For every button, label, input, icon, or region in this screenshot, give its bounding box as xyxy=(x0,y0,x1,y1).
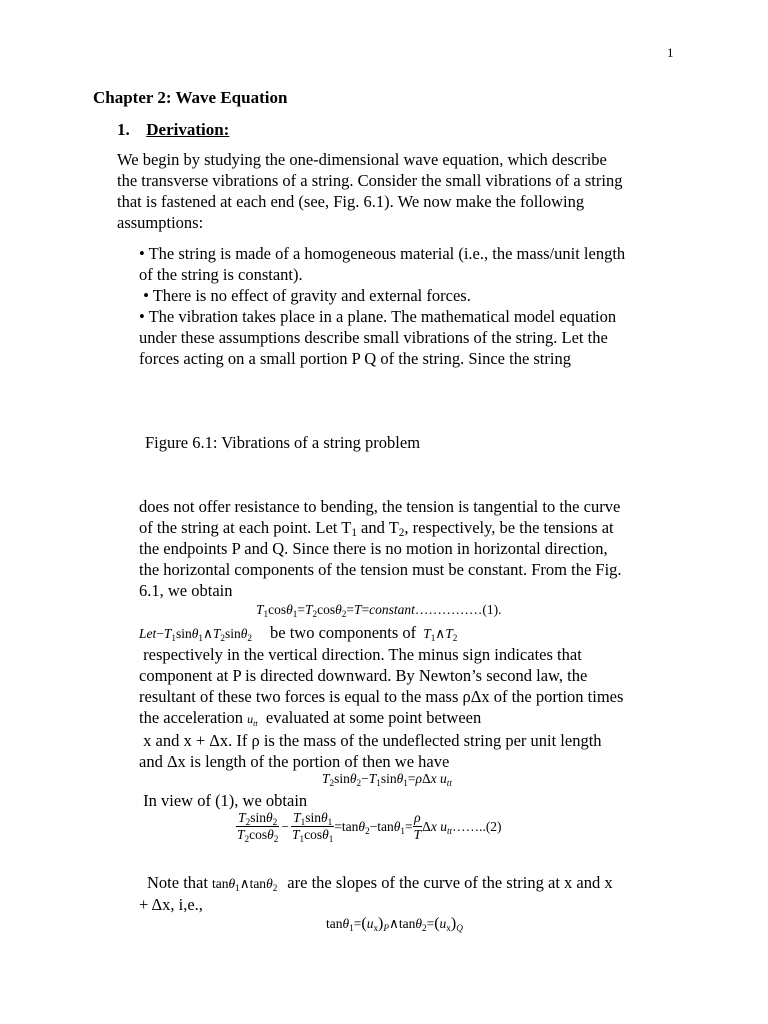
text-line: component at P is directed downward. By Newton’s second law, the xyxy=(139,666,588,685)
chapter-title: Chapter 2: Wave Equation xyxy=(93,88,288,107)
list-item: • The string is made of a homogeneous material (i.e., the mass/unit length xyxy=(139,244,626,263)
paragraph-3 xyxy=(139,644,623,772)
text-line: 6.1, we obtain xyxy=(139,581,233,600)
figure-caption: Figure 6.1: Vibrations of a string problem xyxy=(145,433,421,452)
section-heading xyxy=(117,119,229,140)
text-line: resultant of these two forces is equal to the mass ρΔx of the portion times xyxy=(139,687,624,706)
text-line: does not offer resistance to bending, the tension is tangential to the curve xyxy=(139,497,621,516)
text-line: respectively in the vertical direction. The minus sign indicates that xyxy=(139,645,582,664)
list-item: • There is no effect of gravity and external forces. xyxy=(139,286,471,305)
text-line: under these assumptions describe small vibrations of the string. Let the xyxy=(139,328,608,347)
fraction-3: $\frac{\rho}{T}$ xyxy=(413,810,422,842)
fraction-2: $\frac{T_1\sin\theta_1}{T_1\cos\theta_1}$ xyxy=(291,810,334,844)
list-item: • The vibration takes place in a plane. The mathematical model equation xyxy=(139,307,617,326)
equation-slopes: $\tan\theta_1=(u_x)_P\wedge\tan\theta_2=(u_x)_Q$ xyxy=(326,915,463,933)
paragraph-2 xyxy=(139,496,622,601)
text-line: forces acting on a small portion P Q of the string. Since the string xyxy=(139,349,571,368)
equation-newton: $T_2\sin\theta_2-T_1\sin\theta_1=\rho\Delta x$ $u_{tt}$ xyxy=(322,771,452,788)
text-line: x and x + Δx. If ρ is the mass of the undeflected string per unit length xyxy=(139,731,602,750)
note-line-2: + Δx, i,e., xyxy=(139,895,203,914)
equation-1: $T_1\cos\theta_1=T_2\cos\theta_2=T=constant\dots\dots\dots\dots\dots(1)$. xyxy=(256,602,502,619)
page-number: 1 xyxy=(667,45,674,60)
text-line: the transverse vibrations of a string. Consider the small vibrations of a string xyxy=(117,171,623,190)
text-line: and Δx is length of the portion of then we have xyxy=(139,752,450,771)
note-line: Note that tanθ$_1$∧tanθ$_2$ are the slopes of the curve of the string at x and x xyxy=(147,873,613,893)
section-number: 1. xyxy=(117,120,130,139)
text-line: the horizontal components of the tension must be constant. From the Fig. xyxy=(139,560,622,579)
text-line: assumptions: xyxy=(117,213,204,232)
intro-paragraph xyxy=(117,149,622,233)
text-line: of the string is constant). xyxy=(139,265,303,284)
fraction-1: $\frac{T_2\sin\theta_2}{T_2\cos\theta_2}$ xyxy=(237,810,279,844)
text-line: of the string at each point. Let $T_1$ and $T_2$, respectively, be the tensions at xyxy=(139,518,614,539)
text-line: that is fastened at each end (see, Fig. 6.1). We now make the following xyxy=(117,192,585,211)
let-line: $Let-T_1\sin\theta_1\wedge T_2\sin\theta_2$ be two components of $T_1\wedge T_2$ xyxy=(139,623,458,643)
section-title: Derivation: xyxy=(146,120,230,139)
in-view-line: In view of (1), we obtain xyxy=(139,791,308,810)
text-line: We begin by studying the one-dimensional wave equation, which describe xyxy=(117,150,607,169)
equation-2: $\frac{T_2\sin\theta_2}{T_2\cos\theta_2}$ − $\frac{T_1\sin\theta_1}{T_1\cos\theta_1}$ =tanθ$_2$−tanθ$_1$= $\frac{\rho}{T}$ Δx $u_{tt}\dots\dots..(2)$ xyxy=(237,810,502,844)
text-line: the acceleration $u_{tt}$ evaluated at some point between xyxy=(139,708,482,728)
assumptions-list xyxy=(139,243,625,369)
text-line: the endpoints P and Q. Since there is no motion in horizontal direction, xyxy=(139,539,608,558)
